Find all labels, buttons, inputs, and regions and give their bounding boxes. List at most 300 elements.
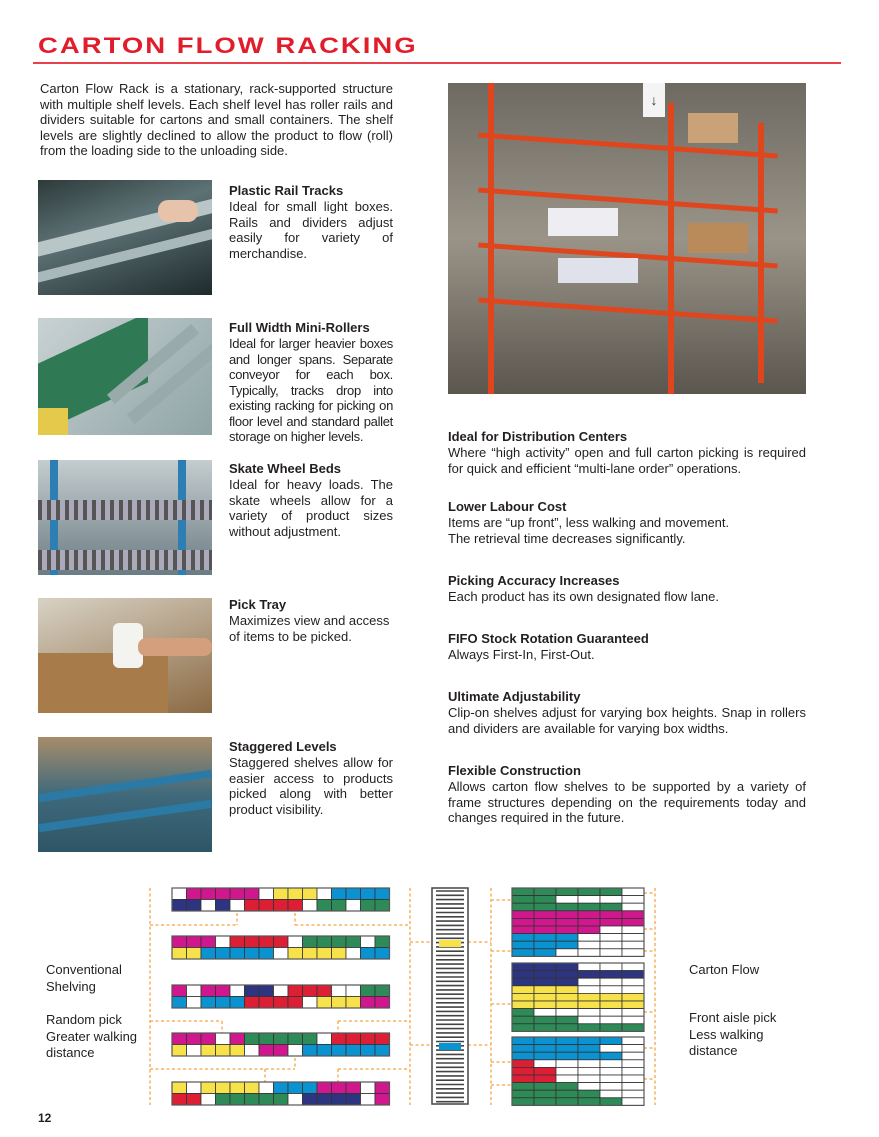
flow-lane-bin xyxy=(622,1090,644,1098)
flow-lane-bin xyxy=(512,1001,534,1009)
shelf-bin xyxy=(288,888,303,900)
feature-text: Items are “up front”, less walking and movement. The retrieval time decreases significantly. xyxy=(448,515,730,546)
carton-flow-desc: Front aisle pick Less walking distance xyxy=(689,1010,777,1058)
flow-lane-bin xyxy=(622,888,644,896)
feature-text: Ideal for small light boxes. Rails and dividers adjust easily for variety of merchandise. xyxy=(229,199,393,261)
flow-lane-bin xyxy=(512,1009,534,1017)
shelf-bin xyxy=(230,936,245,948)
page-number: 12 xyxy=(38,1111,52,1125)
shelf-bin xyxy=(375,936,390,948)
shelf-bin xyxy=(259,888,274,900)
flow-lane-bin xyxy=(556,1067,578,1075)
flow-lane-bin xyxy=(556,1075,578,1083)
flow-lane-bin xyxy=(600,1098,622,1106)
flow-lane-bin xyxy=(600,918,622,926)
flow-lane-bin xyxy=(512,903,534,911)
shelf-bin xyxy=(274,1033,289,1045)
feature-heading: Plastic Rail Tracks xyxy=(229,183,344,198)
flow-lane-bin xyxy=(578,911,600,919)
shelf-bin xyxy=(288,900,303,912)
shelf-bin xyxy=(259,985,274,997)
flow-lane-bin xyxy=(512,918,534,926)
shelf-bin xyxy=(332,948,347,960)
shelf-bin xyxy=(317,985,332,997)
feature-text: Clip-on shelves adjust for varying box heights. Snap in rollers and dividers are available for varying box widths. xyxy=(448,705,806,736)
flow-lane-bin xyxy=(622,911,644,919)
flow-lane-bin xyxy=(600,1045,622,1053)
shelf-bin xyxy=(187,948,202,960)
flow-lane-bin xyxy=(512,926,534,934)
shelf-bin xyxy=(245,1045,260,1057)
flow-lane-bin xyxy=(622,1024,644,1032)
flow-lane-bin xyxy=(534,1024,556,1032)
flow-lane-bin xyxy=(578,896,600,904)
flow-lane-bin xyxy=(512,963,534,971)
shelf-bin xyxy=(274,1094,289,1106)
shelf-bin xyxy=(361,1094,376,1106)
shelf-bin xyxy=(288,985,303,997)
down-arrow-sign-icon: ↓ xyxy=(643,83,665,117)
shelf-bin xyxy=(332,900,347,912)
feature-heading: Skate Wheel Beds xyxy=(229,461,341,476)
flow-lane-bin xyxy=(622,1016,644,1024)
shelf-bin xyxy=(288,948,303,960)
picked-carton xyxy=(439,1043,461,1050)
flow-lane-bin xyxy=(534,993,556,1001)
flow-lane-bin xyxy=(512,1052,534,1060)
flow-lane-bin xyxy=(512,1016,534,1024)
flow-lane-bin xyxy=(622,1060,644,1068)
flow-lane-bin xyxy=(622,1098,644,1106)
shelf-bin xyxy=(187,900,202,912)
flow-lane-bin xyxy=(600,1075,622,1083)
shelf-bin xyxy=(361,997,376,1009)
flow-lane-bin xyxy=(578,963,600,971)
shelf-bin xyxy=(303,997,318,1009)
flow-lane-bin xyxy=(534,941,556,949)
flow-lane-bin xyxy=(622,896,644,904)
shelf-bin xyxy=(346,936,361,948)
shelf-bin xyxy=(288,1094,303,1106)
flow-lane-bin xyxy=(534,1052,556,1060)
feature-heading: Flexible Construction xyxy=(448,763,581,778)
flow-lane-bin xyxy=(622,1037,644,1045)
flow-lane-bin xyxy=(556,993,578,1001)
flow-lane-bin xyxy=(578,986,600,994)
flow-lane-bin xyxy=(534,1001,556,1009)
flow-lane-bin xyxy=(534,926,556,934)
flow-lane-bin xyxy=(600,888,622,896)
flow-lane-bin xyxy=(600,1083,622,1091)
shelf-bin xyxy=(172,936,187,948)
flow-lane-bin xyxy=(512,934,534,942)
feature-text: Maximizes view and access of items to be picked. xyxy=(229,613,390,644)
shelf-bin xyxy=(361,888,376,900)
flow-lane-bin xyxy=(622,1052,644,1060)
flow-lane-bin xyxy=(512,986,534,994)
shelf-bin xyxy=(230,1045,245,1057)
shelf-bin xyxy=(201,900,216,912)
shelf-bin xyxy=(375,1045,390,1057)
flow-lane-bin xyxy=(556,934,578,942)
shelf-bin xyxy=(216,1033,231,1045)
shelf-bin xyxy=(187,936,202,948)
flow-lane-bin xyxy=(622,993,644,1001)
flow-lane-bin xyxy=(578,1075,600,1083)
shelf-bin xyxy=(346,900,361,912)
flow-lane-bin xyxy=(534,1016,556,1024)
shelf-bin xyxy=(361,1033,376,1045)
shelf-bin xyxy=(187,1033,202,1045)
flow-lane-bin xyxy=(622,949,644,957)
flow-lane-bin xyxy=(600,1090,622,1098)
flow-lane-bin xyxy=(578,934,600,942)
feature-heading: Picking Accuracy Increases xyxy=(448,573,620,588)
feature-text: Allows carton flow shelves to be supported by a variety of frame structures depending on the requirements today and changes required in the future. xyxy=(448,779,806,825)
conventional-shelving-label: Conventional Shelving xyxy=(46,962,122,994)
flow-lane-bin xyxy=(512,1090,534,1098)
flow-lane-bin xyxy=(512,1060,534,1068)
flow-lane-bin xyxy=(578,1045,600,1053)
shelf-bin xyxy=(303,1082,318,1094)
flow-lane-bin xyxy=(578,978,600,986)
shelf-bin xyxy=(230,985,245,997)
flow-lane-bin xyxy=(600,941,622,949)
flow-lane-bin xyxy=(556,971,578,979)
flow-lane-bin xyxy=(556,1083,578,1091)
feature-text: Each product has its own designated flow lane. xyxy=(448,589,720,604)
flow-lane-bin xyxy=(578,971,600,979)
shelf-bin xyxy=(216,936,231,948)
flow-lane-bin xyxy=(600,934,622,942)
flow-lane-bin xyxy=(600,971,622,979)
shelf-bin xyxy=(216,948,231,960)
flow-lane-bin xyxy=(578,926,600,934)
flow-lane-bin xyxy=(622,934,644,942)
flow-lane-bin xyxy=(512,1075,534,1083)
shelf-bin xyxy=(216,985,231,997)
flow-lane-bin xyxy=(622,963,644,971)
flow-lane-bin xyxy=(534,1090,556,1098)
flow-lane-bin xyxy=(534,888,556,896)
flow-lane-bin xyxy=(556,1016,578,1024)
shelf-bin xyxy=(274,888,289,900)
flow-lane-bin xyxy=(600,911,622,919)
flow-lane-bin xyxy=(578,888,600,896)
shelf-bin xyxy=(201,1045,216,1057)
intro-paragraph: Carton Flow Rack is a stationary, rack-supported structure with multiple shelf levels. Each shelf level has roller rails and dividers suitable for cartons and small containers. The shelf levels are slightly declined to allow the product to flow (roll) from the loading side to the unloading side. xyxy=(40,81,393,159)
shelf-bin xyxy=(303,936,318,948)
shelf-bin xyxy=(187,997,202,1009)
shelf-bin xyxy=(274,997,289,1009)
shelf-bin xyxy=(216,888,231,900)
shelf-bin xyxy=(201,1033,216,1045)
flow-lane-bin xyxy=(556,1098,578,1106)
shelf-bin xyxy=(230,1082,245,1094)
flow-lane-bin xyxy=(578,1067,600,1075)
shelf-bin xyxy=(274,948,289,960)
feature-heading: Ultimate Adjustability xyxy=(448,689,581,704)
flow-lane-bin xyxy=(556,986,578,994)
flow-lane-bin xyxy=(534,971,556,979)
shelf-bin xyxy=(172,1082,187,1094)
shelf-bin xyxy=(332,997,347,1009)
flow-lane-bin xyxy=(556,1009,578,1017)
shelf-bin xyxy=(346,1094,361,1106)
flow-lane-bin xyxy=(512,1098,534,1106)
flow-lane-bin xyxy=(534,1037,556,1045)
shelf-bin xyxy=(245,948,260,960)
flow-lane-bin xyxy=(578,1083,600,1091)
shelf-bin xyxy=(259,936,274,948)
page-title: CARTON FLOW RACKING xyxy=(38,33,418,58)
shelf-bin xyxy=(375,997,390,1009)
flow-lane-bin xyxy=(578,1090,600,1098)
flow-lane-bin xyxy=(600,1016,622,1024)
flow-lane-bin xyxy=(534,1083,556,1091)
shelf-bin xyxy=(187,985,202,997)
shelf-bin xyxy=(346,997,361,1009)
flow-lane-bin xyxy=(534,918,556,926)
flow-lane-bin xyxy=(600,993,622,1001)
shelf-bin xyxy=(172,985,187,997)
shelf-bin xyxy=(245,900,260,912)
flow-lane-bin xyxy=(600,903,622,911)
flow-lane-bin xyxy=(556,1052,578,1060)
flow-lane-bin xyxy=(534,1009,556,1017)
shelf-bin xyxy=(259,997,274,1009)
flow-lane-bin xyxy=(578,1060,600,1068)
feature-text: Where “high activity” open and full carton picking is required for quick and efficient “multi-lane order” operations. xyxy=(448,445,806,476)
shelf-bin xyxy=(259,1082,274,1094)
flow-lane-bin xyxy=(600,986,622,994)
shelf-bin xyxy=(216,997,231,1009)
shelf-bin xyxy=(201,948,216,960)
shelf-bin xyxy=(187,1094,202,1106)
flow-lane-bin xyxy=(578,1001,600,1009)
flow-lane-bin xyxy=(622,941,644,949)
flow-lane-bin xyxy=(578,903,600,911)
shelf-bin xyxy=(259,1033,274,1045)
shelf-bin xyxy=(303,985,318,997)
shelf-bin xyxy=(201,888,216,900)
flow-lane-bin xyxy=(512,896,534,904)
flow-lane-bin xyxy=(534,1045,556,1053)
flow-lane-bin xyxy=(600,949,622,957)
shelf-bin xyxy=(274,1045,289,1057)
flow-lane-bin xyxy=(534,1067,556,1075)
flow-lane-bin xyxy=(534,934,556,942)
shelf-bin xyxy=(245,1033,260,1045)
shelf-bin xyxy=(274,1082,289,1094)
shelf-bin xyxy=(201,1094,216,1106)
flow-lane-bin xyxy=(512,1045,534,1053)
shelf-bin xyxy=(303,888,318,900)
shelf-bin xyxy=(288,1033,303,1045)
flow-lane-bin xyxy=(600,896,622,904)
flow-lane-bin xyxy=(578,993,600,1001)
shelf-bin xyxy=(375,1082,390,1094)
shelf-bin xyxy=(346,985,361,997)
shelf-bin xyxy=(245,1094,260,1106)
shelf-bin xyxy=(375,1094,390,1106)
shelf-bin xyxy=(172,900,187,912)
shelf-bin xyxy=(317,900,332,912)
flow-lane-bin xyxy=(512,1067,534,1075)
shelf-bin xyxy=(187,1045,202,1057)
flow-lane-bin xyxy=(534,978,556,986)
shelf-bin xyxy=(187,888,202,900)
shelf-bin xyxy=(230,997,245,1009)
picked-carton xyxy=(439,940,461,947)
shelf-bin xyxy=(332,1082,347,1094)
shelf-bin xyxy=(303,1045,318,1057)
flow-lane-bin xyxy=(534,963,556,971)
flow-lane-bin xyxy=(556,1060,578,1068)
flow-lane-bin xyxy=(556,1045,578,1053)
feature-heading: Pick Tray xyxy=(229,597,287,612)
flow-lane-bin xyxy=(578,1009,600,1017)
shelf-bin xyxy=(201,985,216,997)
shelf-bin xyxy=(201,997,216,1009)
shelf-bin xyxy=(187,1082,202,1094)
flow-lane-bin xyxy=(534,1075,556,1083)
shelf-bin xyxy=(346,888,361,900)
flow-lane-bin xyxy=(512,971,534,979)
flow-lane-bin xyxy=(622,926,644,934)
flow-lane-bin xyxy=(556,978,578,986)
flow-lane-bin xyxy=(512,888,534,896)
shelf-bin xyxy=(259,900,274,912)
shelf-bin xyxy=(317,1082,332,1094)
shelf-bin xyxy=(317,936,332,948)
shelf-bin xyxy=(303,948,318,960)
flow-lane-bin xyxy=(622,986,644,994)
flow-lane-bin xyxy=(600,978,622,986)
shelf-bin xyxy=(361,936,376,948)
shelf-bin xyxy=(346,948,361,960)
shelf-bin xyxy=(216,1045,231,1057)
shelf-bin xyxy=(172,1094,187,1106)
flow-lane-bin xyxy=(512,1037,534,1045)
shelf-bin xyxy=(332,985,347,997)
shelf-bin xyxy=(259,1094,274,1106)
flow-lane-bin xyxy=(600,963,622,971)
shelf-bin xyxy=(346,1033,361,1045)
flow-lane-bin xyxy=(578,1024,600,1032)
flow-lane-bin xyxy=(512,941,534,949)
shelf-bin xyxy=(274,985,289,997)
flow-lane-bin xyxy=(578,1052,600,1060)
flow-lane-bin xyxy=(600,1037,622,1045)
flow-lane-bin xyxy=(556,888,578,896)
flow-lane-bin xyxy=(534,986,556,994)
shelf-bin xyxy=(332,1045,347,1057)
flow-lane-bin xyxy=(600,1001,622,1009)
flow-lane-bin xyxy=(622,1067,644,1075)
flow-lane-bin xyxy=(600,1009,622,1017)
flow-lane-bin xyxy=(622,918,644,926)
shelf-bin xyxy=(361,900,376,912)
flow-lane-bin xyxy=(622,1045,644,1053)
shelf-bin xyxy=(172,888,187,900)
flow-lane-bin xyxy=(578,1098,600,1106)
shelf-bin xyxy=(288,1045,303,1057)
shelf-bin xyxy=(230,948,245,960)
feature-heading: Lower Labour Cost xyxy=(448,499,567,514)
shelf-bin xyxy=(172,997,187,1009)
flow-lane-bin xyxy=(600,1052,622,1060)
flow-lane-bin xyxy=(556,1037,578,1045)
shelf-bin xyxy=(361,1045,376,1057)
flow-lane-bin xyxy=(578,1037,600,1045)
flow-lane-bin xyxy=(622,978,644,986)
flow-lane-bin xyxy=(556,926,578,934)
flow-lane-bin xyxy=(578,941,600,949)
shelf-bin xyxy=(317,997,332,1009)
flow-lane-bin xyxy=(622,1083,644,1091)
shelf-bin xyxy=(259,948,274,960)
flow-lane-bin xyxy=(622,1075,644,1083)
flow-lane-bin xyxy=(600,1060,622,1068)
flow-lane-bin xyxy=(556,1001,578,1009)
shelf-bin xyxy=(230,1094,245,1106)
shelf-bin xyxy=(245,997,260,1009)
feature-text: Ideal for heavy loads. The skate wheels allow for a variety of product sizes without adjustment. xyxy=(229,477,393,539)
shelf-bin xyxy=(201,936,216,948)
shelf-bin xyxy=(375,1033,390,1045)
shelf-bin xyxy=(375,888,390,900)
shelf-bin xyxy=(216,1094,231,1106)
shelf-bin xyxy=(245,985,260,997)
feature-text: Ideal for larger heavier boxes and longer spans. Separate conveyor for each box. Typically, tracks drop into existing racking for picking on floor level and standard pallet storage on higher levels. xyxy=(229,336,393,444)
flow-lane-bin xyxy=(534,1060,556,1068)
shelf-bin xyxy=(303,900,318,912)
shelf-bin xyxy=(288,1082,303,1094)
shelf-bin xyxy=(317,888,332,900)
flow-lane-bin xyxy=(622,903,644,911)
flow-lane-bin xyxy=(512,993,534,1001)
shelf-bin xyxy=(230,888,245,900)
shelf-bin xyxy=(317,1033,332,1045)
shelf-bin xyxy=(288,936,303,948)
shelf-bin xyxy=(361,1082,376,1094)
flow-lane-bin xyxy=(556,918,578,926)
flow-lane-bin xyxy=(600,1024,622,1032)
shelf-bin xyxy=(274,936,289,948)
flow-lane-bin xyxy=(512,1024,534,1032)
flow-lane-bin xyxy=(534,911,556,919)
flow-lane-bin xyxy=(556,903,578,911)
shelf-bin xyxy=(317,1045,332,1057)
shelf-bin xyxy=(245,888,260,900)
shelf-bin xyxy=(375,985,390,997)
shelf-bin xyxy=(201,1082,216,1094)
shelf-bin xyxy=(303,1094,318,1106)
shelf-bin xyxy=(317,1094,332,1106)
feature-text: Staggered shelves allow for easier access to products picked along with better product visibility. xyxy=(229,755,393,817)
shelf-bin xyxy=(274,900,289,912)
flow-lane-bin xyxy=(556,1090,578,1098)
flow-lane-bin xyxy=(556,1024,578,1032)
feature-heading: Ideal for Distribution Centers xyxy=(448,429,628,444)
flow-lane-bin xyxy=(556,896,578,904)
feature-heading: Full Width Mini-Rollers xyxy=(229,320,370,335)
conventional-shelving-desc: Random pick Greater walking distance xyxy=(46,1012,138,1060)
shelf-bin xyxy=(332,1094,347,1106)
flow-lane-bin xyxy=(556,963,578,971)
feature-heading: FIFO Stock Rotation Guaranteed xyxy=(448,631,649,646)
